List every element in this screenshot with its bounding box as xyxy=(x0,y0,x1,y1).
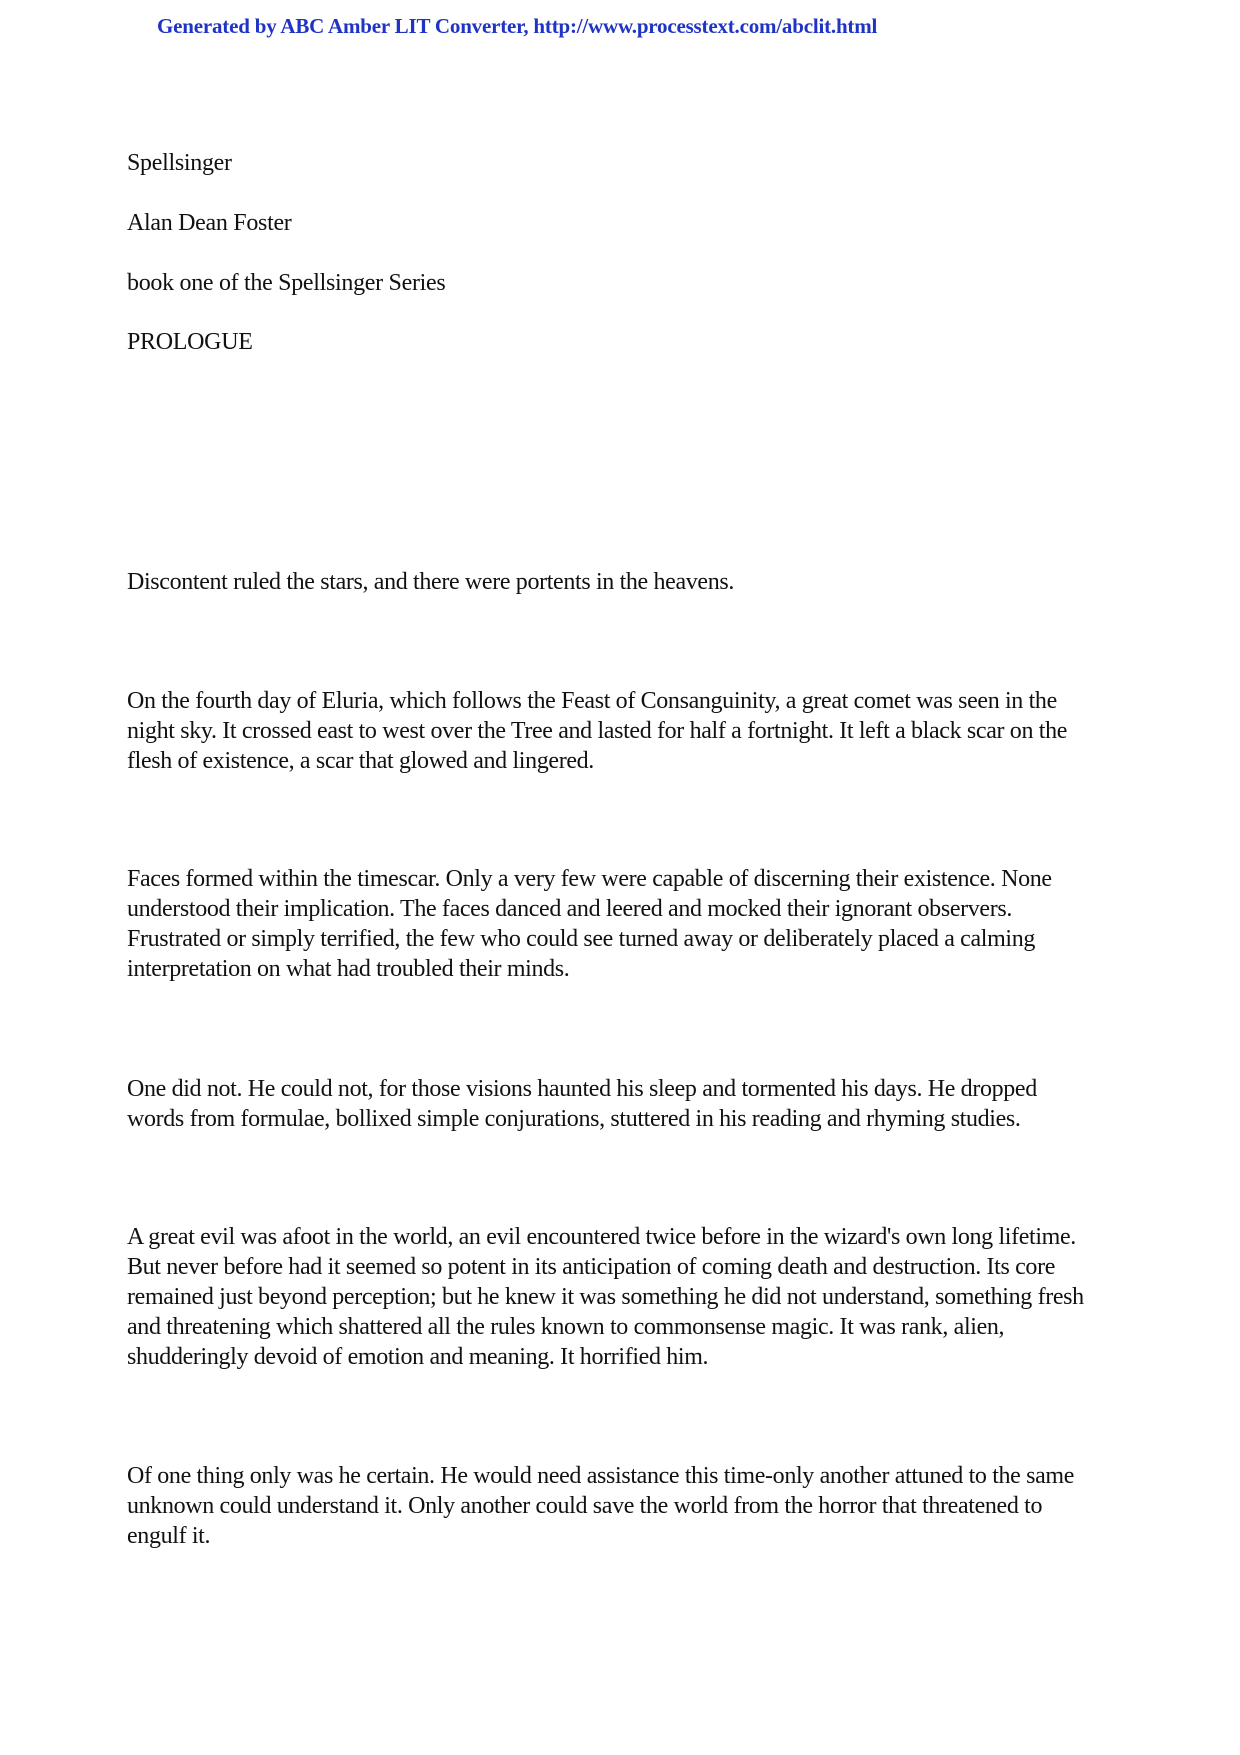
paragraph-line: understood their implication. The faces danced and leered and mocked their ignorant observers. xyxy=(127,896,1012,922)
paragraph-line: words from formulae, bollixed simple conjurations, stuttered in his reading and rhyming studies. xyxy=(127,1106,1021,1132)
paragraph-line: Frustrated or simply terrified, the few who could see turned away or deliberately placed a calming xyxy=(127,926,1036,952)
paragraph-line: One did not. He could not, for those visions haunted his sleep and tormented his days. He dropped xyxy=(127,1076,1037,1102)
paragraph-line: and threatening which shattered all the rules known to commonsense magic. It was rank, alien, xyxy=(127,1314,1005,1340)
paragraph-line: engulf it. xyxy=(127,1523,211,1549)
book-title: Spellsinger xyxy=(127,150,232,176)
paragraph-line: A great evil was afoot in the world, an evil encountered twice before in the wizard's own long lifetime. xyxy=(127,1224,1076,1250)
paragraph-line: unknown could understand it. Only another could save the world from the horror that threatened to xyxy=(127,1493,1043,1519)
paragraph-line: Of one thing only was he certain. He would need assistance this time-only another attuned to the same xyxy=(127,1463,1075,1489)
paragraph-line: flesh of existence, a scar that glowed and lingered. xyxy=(127,748,594,774)
converter-banner: Generated by ABC Amber LIT Converter, http://www.processtext.com/abclit.html xyxy=(157,14,878,38)
paragraph-line: shudderingly devoid of emotion and meaning. It horrified him. xyxy=(127,1344,709,1370)
paragraph xyxy=(127,567,1127,597)
paragraph-line: But never before had it seemed so potent in its anticipation of coming death and destruction. Its core xyxy=(127,1254,1056,1280)
series-line: book one of the Spellsinger Series xyxy=(127,270,446,296)
paragraph-line: remained just beyond perception; but he knew it was something he did not understand, something fresh xyxy=(127,1284,1084,1310)
paragraph xyxy=(127,864,1127,984)
paragraph-line: night sky. It crossed east to west over the Tree and lasted for half a fortnight. It left a black scar on the xyxy=(127,718,1068,744)
paragraph xyxy=(127,686,1127,776)
paragraph-line: Discontent ruled the stars, and there were portents in the heavens. xyxy=(127,569,735,595)
paragraph xyxy=(127,1074,1127,1134)
paragraph-line: On the fourth day of Eluria, which follows the Feast of Consanguinity, a great comet was seen in the xyxy=(127,688,1057,714)
paragraph xyxy=(127,1222,1127,1372)
author-name: Alan Dean Foster xyxy=(127,210,292,236)
section-heading: PROLOGUE xyxy=(127,329,253,355)
paragraph-line: Faces formed within the timescar. Only a very few were capable of discerning their existence. None xyxy=(127,866,1052,892)
paragraph-line: interpretation on what had troubled their minds. xyxy=(127,956,570,982)
paragraph xyxy=(127,1461,1127,1551)
